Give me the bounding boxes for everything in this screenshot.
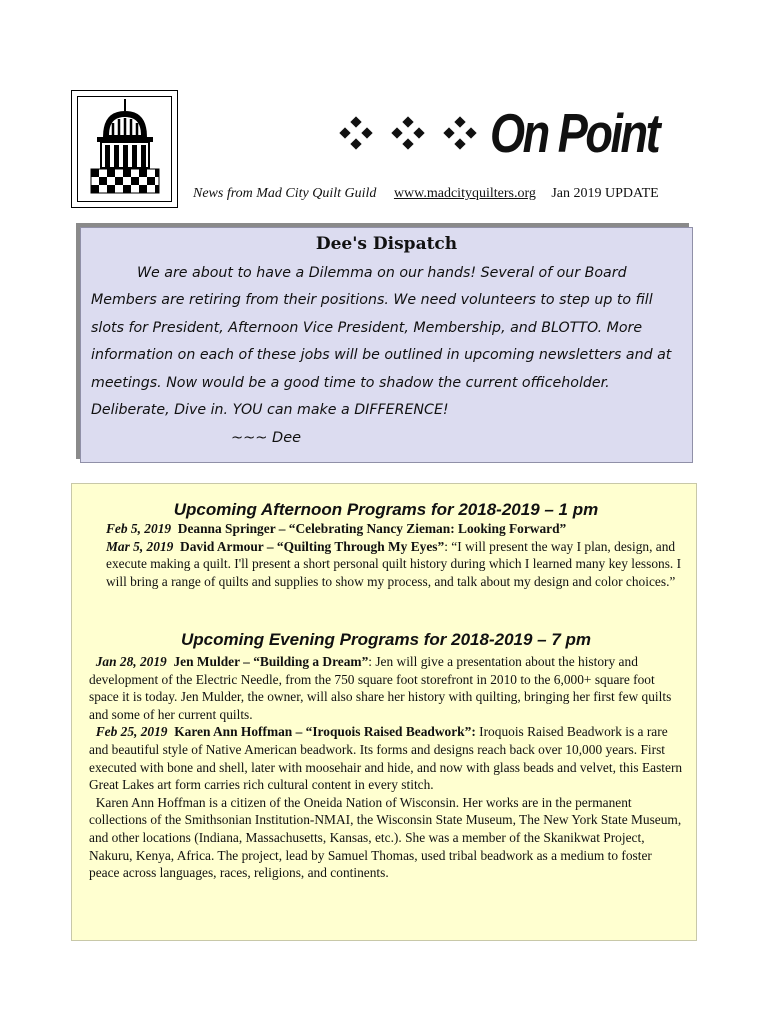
evening-heading: Upcoming Evening Programs for 2018-2019 – 7 pm [180,630,592,649]
afternoon-programs [89,500,683,590]
dispatch-paragraph: We are about to have a Dilemma on our hands! Several of our Board Members are retiring from their positions. We need volunteers to step up to fill slots for President, Afternoon Vice President, Membership, and BLOTTO. More information on each of these jobs will be outlined in upcoming newsletters and at meetings. Now would be a good time to shadow the current officeholder. Deliberate, Dive in. YOU can make a DIFFERENCE! [91,265,672,419]
dispatch-signature: ~~~ Dee [231,430,302,446]
dees-dispatch-box [80,227,693,463]
quilt-diamond-icons [335,112,495,154]
capitol-dome-icon [84,97,166,201]
program-entry [89,538,683,591]
guild-website-link[interactable]: www.madcityquilters.org [393,186,536,201]
masthead-subline [193,186,659,202]
newsletter-title: On Point [490,102,659,164]
program-date: Feb 25, 2019 [95,724,168,740]
guild-logo [71,90,178,208]
program-description: : “I will present the way I plan, design, and execute making a quilt. I'll present a short personal quilt history during which I learned many key lessons. I will bring a range of quilts and supplies to show my process, and talk about my design and color choices.” [106,538,682,589]
afternoon-heading: Upcoming Afternoon Programs for 2018-2019 – 1 pm [173,500,599,519]
program-description: : Jen will give a presentation about the history and development of the Electric Needle, from the 750 square foot storefront in 2010 to the 6,000+ square foot space it is today. Jen Mulder, the owner, will also share her history with quilting, bringing her first few quilts and some of her current quilts. [89,654,672,722]
program-title: David Armour – “Quilting Through My Eyes” [180,538,445,554]
guild-tagline: News from Mad City Quilt Guild [193,186,377,201]
program-date: Feb 5, 2019 [106,521,172,536]
masthead [335,98,705,168]
issue-date: Jan 2019 UPDATE [551,186,659,201]
program-entry [89,520,683,538]
program-closing [89,794,683,882]
program-date: Mar 5, 2019 [106,538,174,554]
dispatch-body [91,260,689,424]
program-entry [89,723,683,793]
program-title: Deanna Springer – “Celebrating Nancy Zieman: Looking Forward” [177,521,567,536]
program-date: Jan 28, 2019 [95,654,167,669]
program-closing-text: Karen Ann Hoffman is a citizen of the Oneida Nation of Wisconsin. Her works are in the permanent collections of the Smithsonian Institution-NMAI, the Wisconsin State Museum, The New York State Museum, and other locations (Indiana, Massachusetts, Kansas, etc.). She was a member of the Skanikwat Project, Nakuru, Kenya, Africa. The project, lead by Samuel Thomas, used tribal beadwork as a medium to foster peace across languages, races, religions, and continents. [89,794,682,881]
program-title: Jen Mulder – “Building a Dream” [173,654,369,669]
programs-box [71,483,697,941]
evening-programs [89,630,683,882]
dispatch-heading: Dee's Dispatch [315,234,458,254]
program-entry [89,653,683,723]
program-description: Iroquois Raised Beadwork is a rare and beautiful style of Native American beadwork. Its forms and designs reach back over 10,000 years. First executed with bone and shell, later with moosehair and hide, and now with glass beads and velvet, this Eastern Great Lakes art form carries rich cultural content in every stitch. [89,724,683,793]
program-title: Karen Ann Hoffman – “Iroquois Raised Beadwork”: [174,724,476,740]
